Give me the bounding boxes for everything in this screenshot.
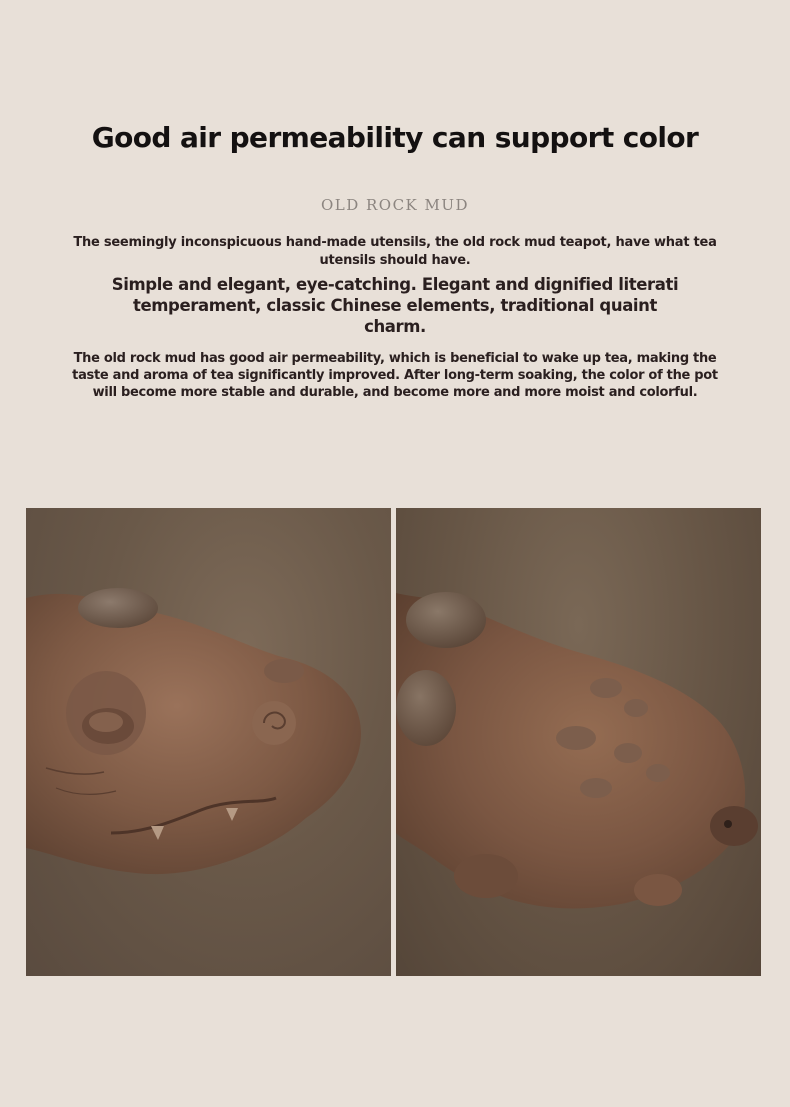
page-title: Good air permeability can support color [91, 121, 699, 154]
clay-figure-head-illustration [26, 508, 391, 976]
page-subtitle: OLD ROCK MUD [320, 196, 470, 214]
details-paragraph: The old rock mud has good air permeability, which is beneficial to wake up tea, making the taste and aroma of tea significantly improved. After long-term soaking, the color of the pot will become more stable and durable, and become more and more moist and colorful. [72, 351, 718, 400]
highlight-paragraph: Simple and elegant, eye-catching. Elegant and dignified literati temperament, classic Chinese elements, traditional quaint charm. [111, 275, 679, 336]
clay-figure-head-photo [26, 508, 391, 976]
clay-figure-back-photo [396, 508, 761, 976]
intro-paragraph: The seemingly inconspicuous hand-made utensils, the old rock mud teapot, have what tea utensils should have. [73, 235, 717, 268]
clay-figure-back-illustration [396, 508, 761, 976]
